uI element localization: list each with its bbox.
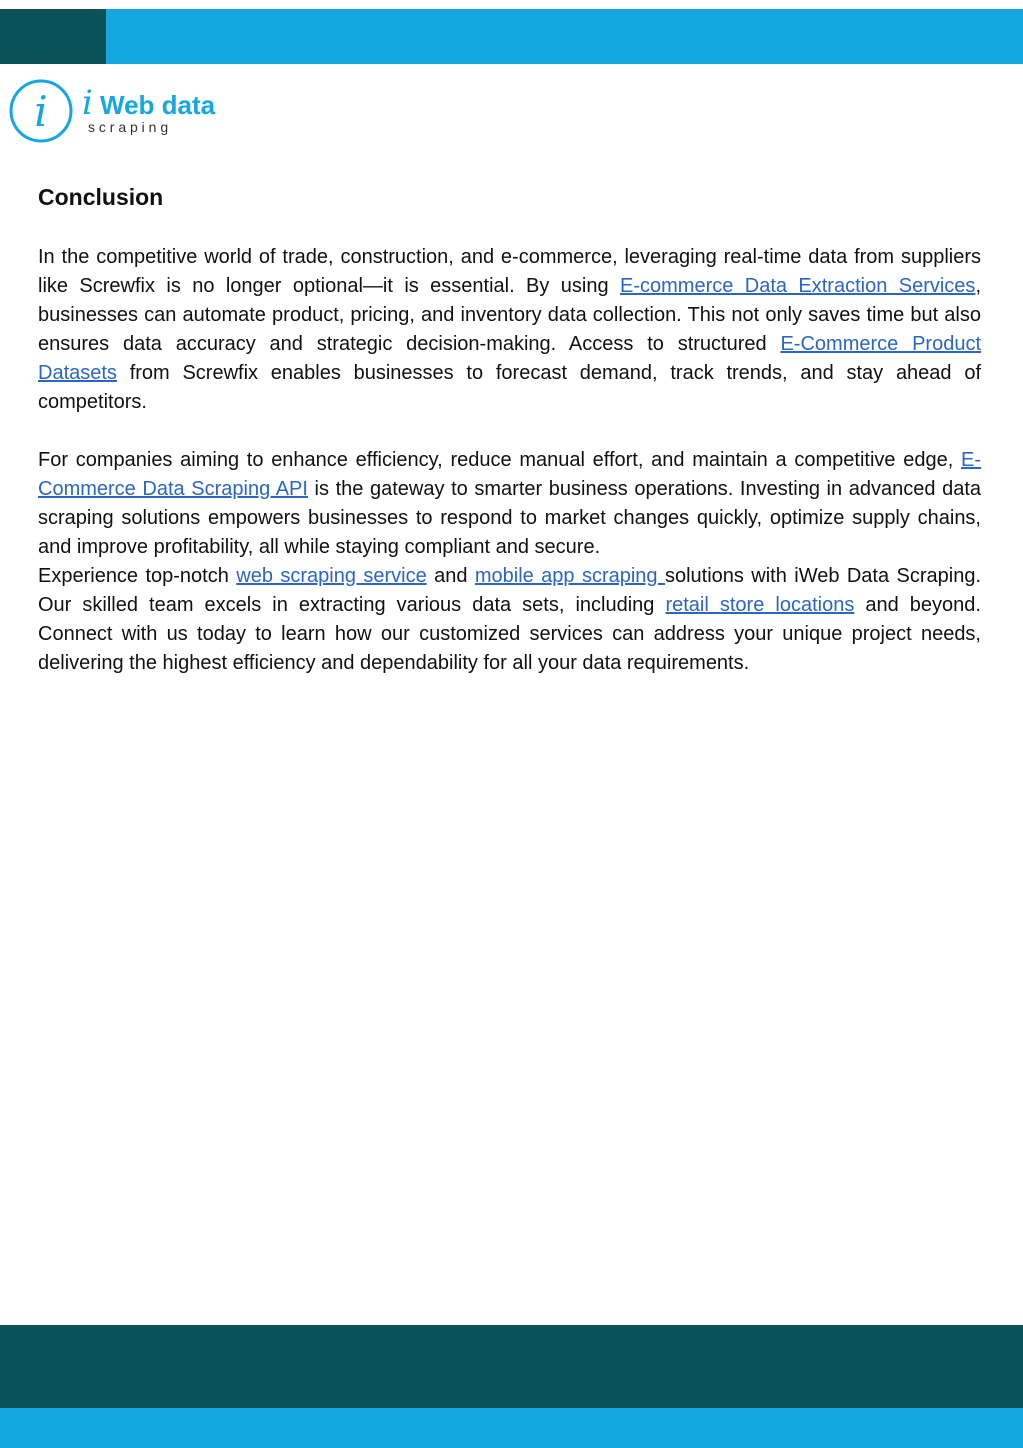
link-ecommerce-product-datasets[interactable]: E-Commerce Product Datasets [38,333,982,384]
section-heading: Conclusion [38,184,164,210]
logo-subtitle: s c r a p i n g [88,119,169,135]
link-ecommerce-scraping-api[interactable]: E-Commerce Data Scraping API [38,449,981,500]
p1-text-2: , businesses can automate product, pricing, and inventory data collection. This not only saves time but also ensures data accuracy and strategic decision-making. Access to structured [38,275,981,355]
footer-band-dark [0,1325,1023,1408]
p3-text-3: solutions with iWeb Data Scraping. Our skilled team excels in extracting various data sets, including [38,565,981,616]
top-banner-accent [0,9,106,64]
link-retail-store-locations[interactable]: retail store locations [665,594,855,616]
document-body [38,180,981,678]
link-ecommerce-data-extraction[interactable]: E-commerce Data Extraction Services [620,275,976,297]
paragraph-conclusion [38,243,981,417]
paragraph-gap [38,417,981,446]
p1-text-3: from Screwfix enables businesses to forecast demand, track trends, and stay ahead of competitors. [38,362,981,413]
link-web-scraping-service[interactable]: web scraping service [236,565,427,587]
p3-text-1: Experience top-notch [38,565,237,587]
p3-text-4: and beyond. Connect with us today to learn how our customized services can address your unique project needs, delivering the highest efficiency and dependability for all your data requirements. [38,594,981,674]
logo-wordmark: Web data [100,90,216,120]
logo-mark-small: i [82,83,93,123]
p1-text-1: In the competitive world of trade, construction, and e-commerce, leveraging real-time data from suppliers like Screwfix is no longer optional—it is essential. By using [38,246,981,297]
p2-text-1: For companies aiming to enhance efficiency, reduce manual effort, and maintain a competitive edge, [38,449,961,471]
paragraph-services [38,562,981,678]
top-banner [0,9,1023,64]
p3-text-2: and [426,565,475,587]
paragraph-efficiency [38,446,981,562]
p2-text-2: is the gateway to smarter business operations. Investing in advanced data scraping solutions empowers businesses to respond to market changes quickly, optimize supply chains, and improve profitability, all while staying compliant and secure. [38,478,981,558]
link-mobile-app-scraping[interactable]: mobile app scraping [474,565,665,587]
footer-band-blue [0,1408,1023,1448]
iweb-data-scraping-logo [8,76,238,148]
logo-mark: i [34,87,48,136]
